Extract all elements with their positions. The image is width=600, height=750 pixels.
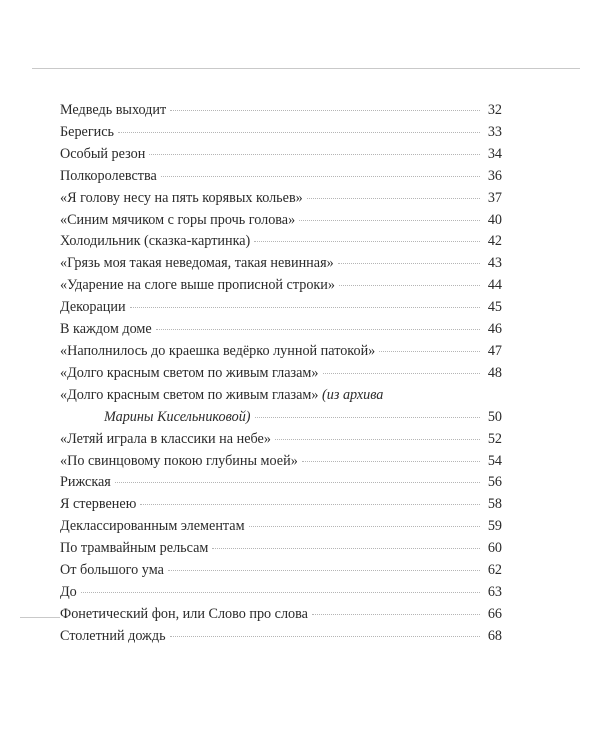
toc-entry-title: По трамвайным рельсам <box>60 540 209 557</box>
dot-leader <box>156 329 480 330</box>
toc-entry <box>60 582 502 604</box>
toc-entry <box>60 210 502 232</box>
toc-entry-title: Полкоролевства <box>60 167 157 184</box>
dot-leader <box>255 417 480 418</box>
dot-leader <box>302 461 480 462</box>
bottom-divider <box>20 617 60 618</box>
dot-leader <box>149 154 480 155</box>
dot-leader <box>81 592 480 593</box>
dot-leader <box>168 570 480 571</box>
toc-page-number: 52 <box>487 430 502 447</box>
toc-page-number: 54 <box>487 452 502 469</box>
toc-entry <box>60 560 502 582</box>
dot-leader <box>170 636 480 637</box>
toc-entry <box>60 319 502 341</box>
toc-page-number: 62 <box>487 562 502 579</box>
toc-entry <box>60 451 502 473</box>
toc-entry-title: «Я голову несу на пять корявых кольев» <box>60 189 303 206</box>
toc-entry-title: «Ударение на слоге выше прописной строки» <box>60 277 335 294</box>
toc-entry-title: «Летяй играла в классики на небе» <box>60 430 271 447</box>
dot-leader <box>140 504 480 505</box>
toc-page-number: 44 <box>487 277 502 294</box>
toc-page-number: 37 <box>487 189 502 206</box>
toc-entry-title: Декорации <box>60 299 126 316</box>
toc-entry-title: «По свинцовому покою глубины моей» <box>60 452 298 469</box>
toc-entry <box>60 538 502 560</box>
dot-leader <box>254 241 480 242</box>
toc-entry-note-cont: Марины Кисельниковой) <box>104 408 251 425</box>
toc-entry <box>60 626 502 648</box>
toc-entry <box>60 122 502 144</box>
toc-entry-title: Медведь выходит <box>60 102 167 118</box>
toc-entry-archive <box>60 385 502 429</box>
toc-entry <box>60 297 502 319</box>
toc-page-number: 50 <box>487 408 502 425</box>
dot-leader <box>249 526 480 527</box>
dot-leader <box>161 176 480 177</box>
toc-entry-title: «Наполнилось до краешка ведёрко лунной патокой» <box>60 342 376 359</box>
toc-page-number: 40 <box>487 211 502 228</box>
toc-page-number: 48 <box>487 364 502 381</box>
toc-entry-title: Столетний дождь <box>60 627 166 644</box>
toc-page-number: 56 <box>487 474 502 491</box>
toc-page-number: 59 <box>487 518 502 535</box>
dot-leader <box>307 198 480 199</box>
toc-entry <box>60 472 502 494</box>
toc-entry-title: Я стервенею <box>60 496 137 513</box>
toc-entry-title: «Грязь моя такая неведомая, такая невинная» <box>60 255 334 272</box>
dot-leader <box>299 220 480 221</box>
toc-entry-title: Холодильник (сказка-картинка) <box>60 233 251 250</box>
dot-leader <box>338 263 480 264</box>
dot-leader <box>115 482 480 483</box>
toc-page-number: 43 <box>487 255 502 272</box>
dot-leader <box>130 307 480 308</box>
toc-entry-title: Деклассированным элементам <box>60 518 245 535</box>
toc-entry <box>60 188 502 210</box>
dot-leader <box>170 110 480 111</box>
toc-page-number: 32 <box>487 102 502 118</box>
toc-entry-title: Берегись <box>60 123 115 140</box>
dot-leader <box>118 132 480 133</box>
toc-page-number: 34 <box>487 145 502 162</box>
toc-entry <box>60 144 502 166</box>
toc-entry-title: «Синим мячиком с горы прочь голова» <box>60 211 296 228</box>
toc-page-number: 47 <box>487 342 502 359</box>
toc-entry <box>60 429 502 451</box>
table-of-contents <box>60 100 502 648</box>
toc-entry <box>60 516 502 538</box>
toc-page-number: 42 <box>487 233 502 250</box>
toc-entry-note: (из архива <box>322 386 384 403</box>
toc-entry-title: Особый резон <box>60 145 146 162</box>
toc-entry-title: «Долго красным светом по живым глазам» <box>60 364 319 381</box>
toc-entry <box>60 363 502 385</box>
toc-entry-title: До <box>60 583 77 600</box>
toc-entry <box>60 494 502 516</box>
toc-page-number: 36 <box>487 167 502 184</box>
dot-leader <box>323 373 481 374</box>
toc-entry <box>60 253 502 275</box>
toc-entry-title: Рижская <box>60 474 111 491</box>
toc-page-number: 68 <box>487 627 502 644</box>
dot-leader <box>312 614 480 615</box>
toc-entry-title: Фонетический фон, или Слово про слова <box>60 605 308 622</box>
toc-entry <box>60 231 502 253</box>
dot-leader <box>379 351 480 352</box>
toc-entry <box>60 100 502 122</box>
top-divider <box>32 68 580 69</box>
toc-entry-title: В каждом доме <box>60 321 152 338</box>
toc-page-number: 63 <box>487 583 502 600</box>
toc-page-number: 46 <box>487 321 502 338</box>
dot-leader <box>275 439 480 440</box>
dot-leader <box>212 548 480 549</box>
toc-page-number: 66 <box>487 605 502 622</box>
toc-entry-title: От большого ума <box>60 562 164 579</box>
toc-entry-title: «Долго красным светом по живым глазам» <box>60 386 319 403</box>
toc-entry <box>60 604 502 626</box>
toc-page-number: 58 <box>487 496 502 513</box>
toc-page-number: 45 <box>487 299 502 316</box>
toc-entry <box>60 166 502 188</box>
toc-entry <box>60 275 502 297</box>
toc-page-number: 33 <box>487 123 502 140</box>
toc-entry <box>60 341 502 363</box>
dot-leader <box>339 285 480 286</box>
toc-page-number: 60 <box>487 540 502 557</box>
